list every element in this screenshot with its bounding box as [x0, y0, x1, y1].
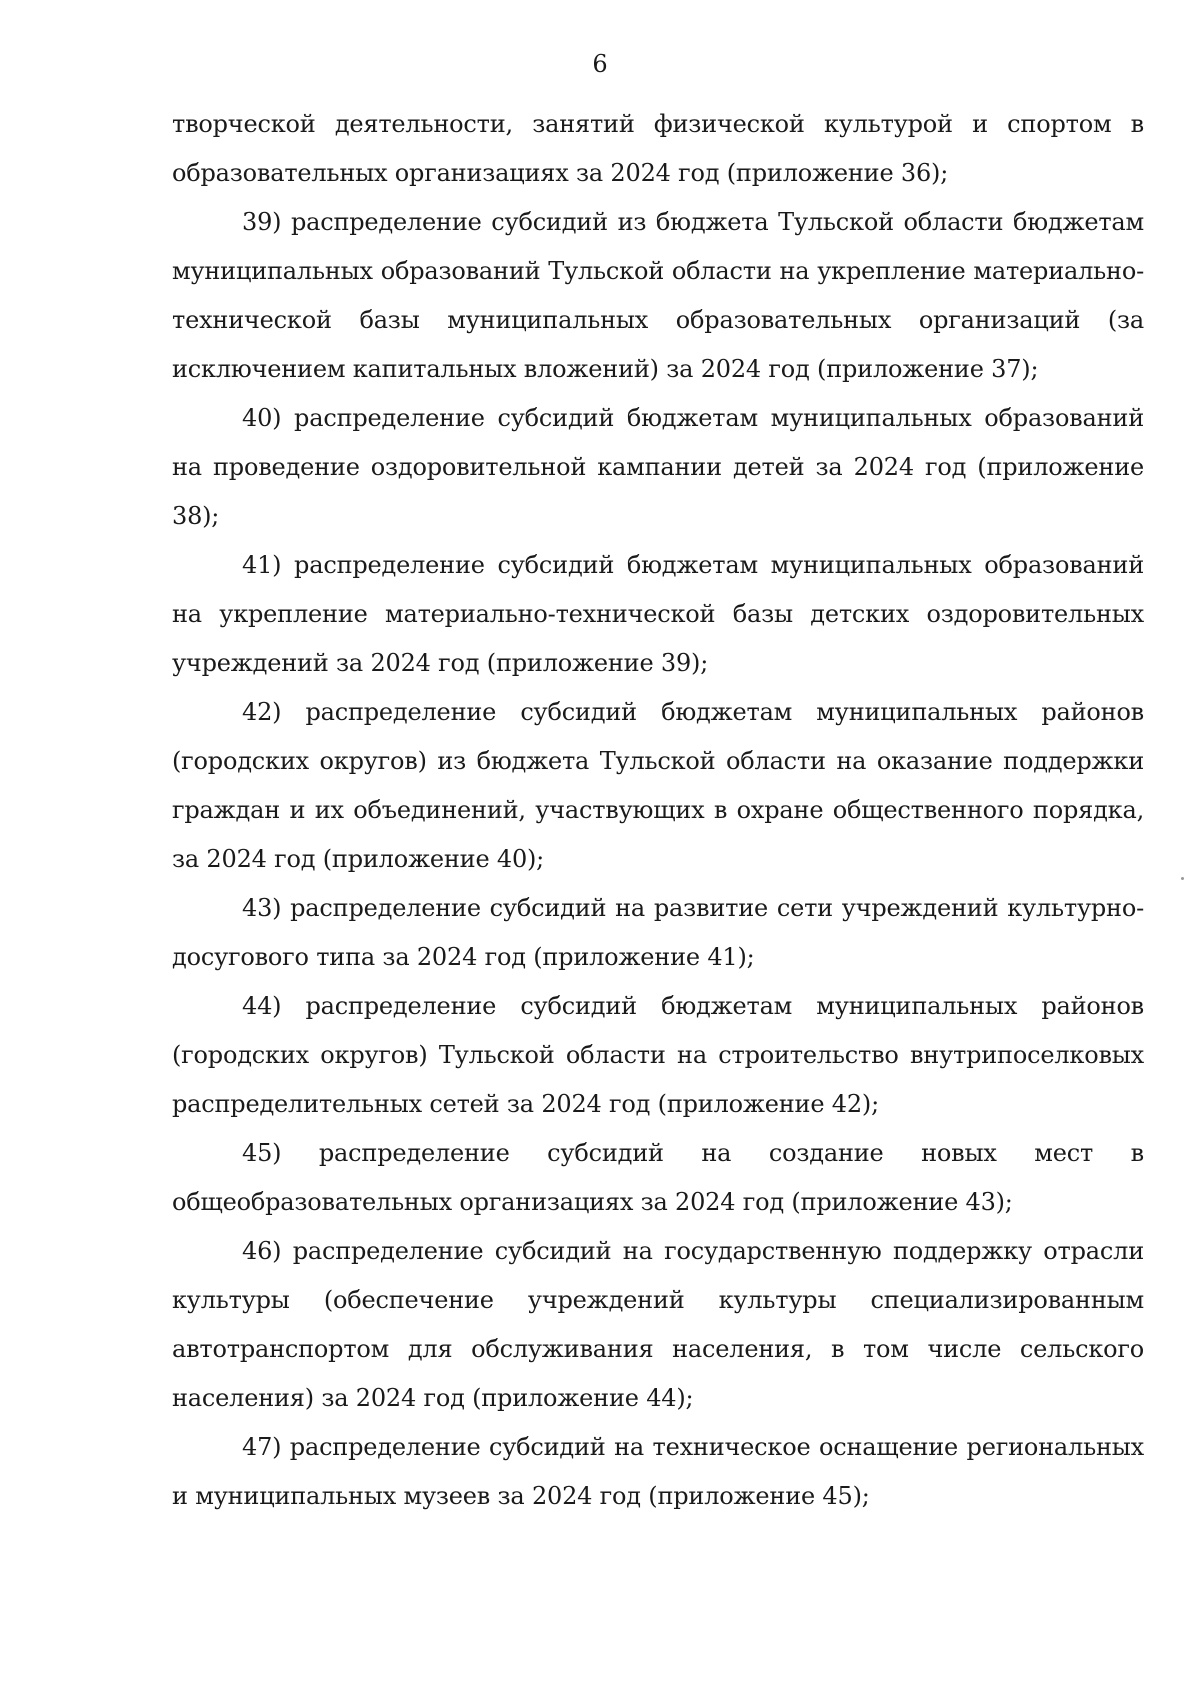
list-item-44: 44) распределение субсидий бюджетам муниципальных районов (городских округов) Тульской области на строительство внутрипоселковых распределительных сетей за 2024 год (приложение 42); — [172, 992, 1144, 1118]
list-item-42: 42) распределение субсидий бюджетам муниципальных районов (городских округов) из бюджета Тульской области на оказание поддержки граждан и их объединений, участвующих в охране общественного порядка, за 2024 год (приложение 40); — [172, 698, 1144, 873]
list-item-39: 39) распределение субсидий из бюджета Тульской области бюджетам муниципальных образований Тульской области на укрепление материально-технической базы муниципальных образовательных организаций (за исключением капитальных вложений) за 2024 год (приложение 37); — [172, 208, 1144, 383]
list-item-41: 41) распределение субсидий бюджетам муниципальных образований на укрепление материально-технической базы детских оздоровительных учреждений за 2024 год (приложение 39); — [172, 551, 1144, 677]
scan-speck — [1181, 877, 1184, 880]
list-item-47: 47) распределение субсидий на техническое оснащение региональных и муниципальных музеев за 2024 год (приложение 45); — [172, 1433, 1144, 1510]
list-item-43: 43) распределение субсидий на развитие сети учреждений культурно-досугового типа за 2024 год (приложение 41); — [172, 894, 1144, 971]
list-item-46: 46) распределение субсидий на государственную поддержку отрасли культуры (обеспечение учреждений культуры специализированным автотранспортом для обслуживания населения, в том числе сельского населения) за 2024 год (приложение 44); — [172, 1237, 1144, 1412]
list-item-40: 40) распределение субсидий бюджетам муниципальных образований на проведение оздоровительной кампании детей за 2024 год (приложение 38); — [172, 404, 1144, 530]
page-number: 6 — [592, 50, 608, 78]
paragraph-continuation: творческой деятельности, занятий физической культурой и спортом в образовательных организациях за 2024 год (приложение 36); — [172, 110, 1144, 187]
document-body — [172, 100, 1144, 1521]
list-item-45: 45) распределение субсидий на создание новых мест в общеобразовательных организациях за 2024 год (приложение 43); — [172, 1139, 1144, 1216]
